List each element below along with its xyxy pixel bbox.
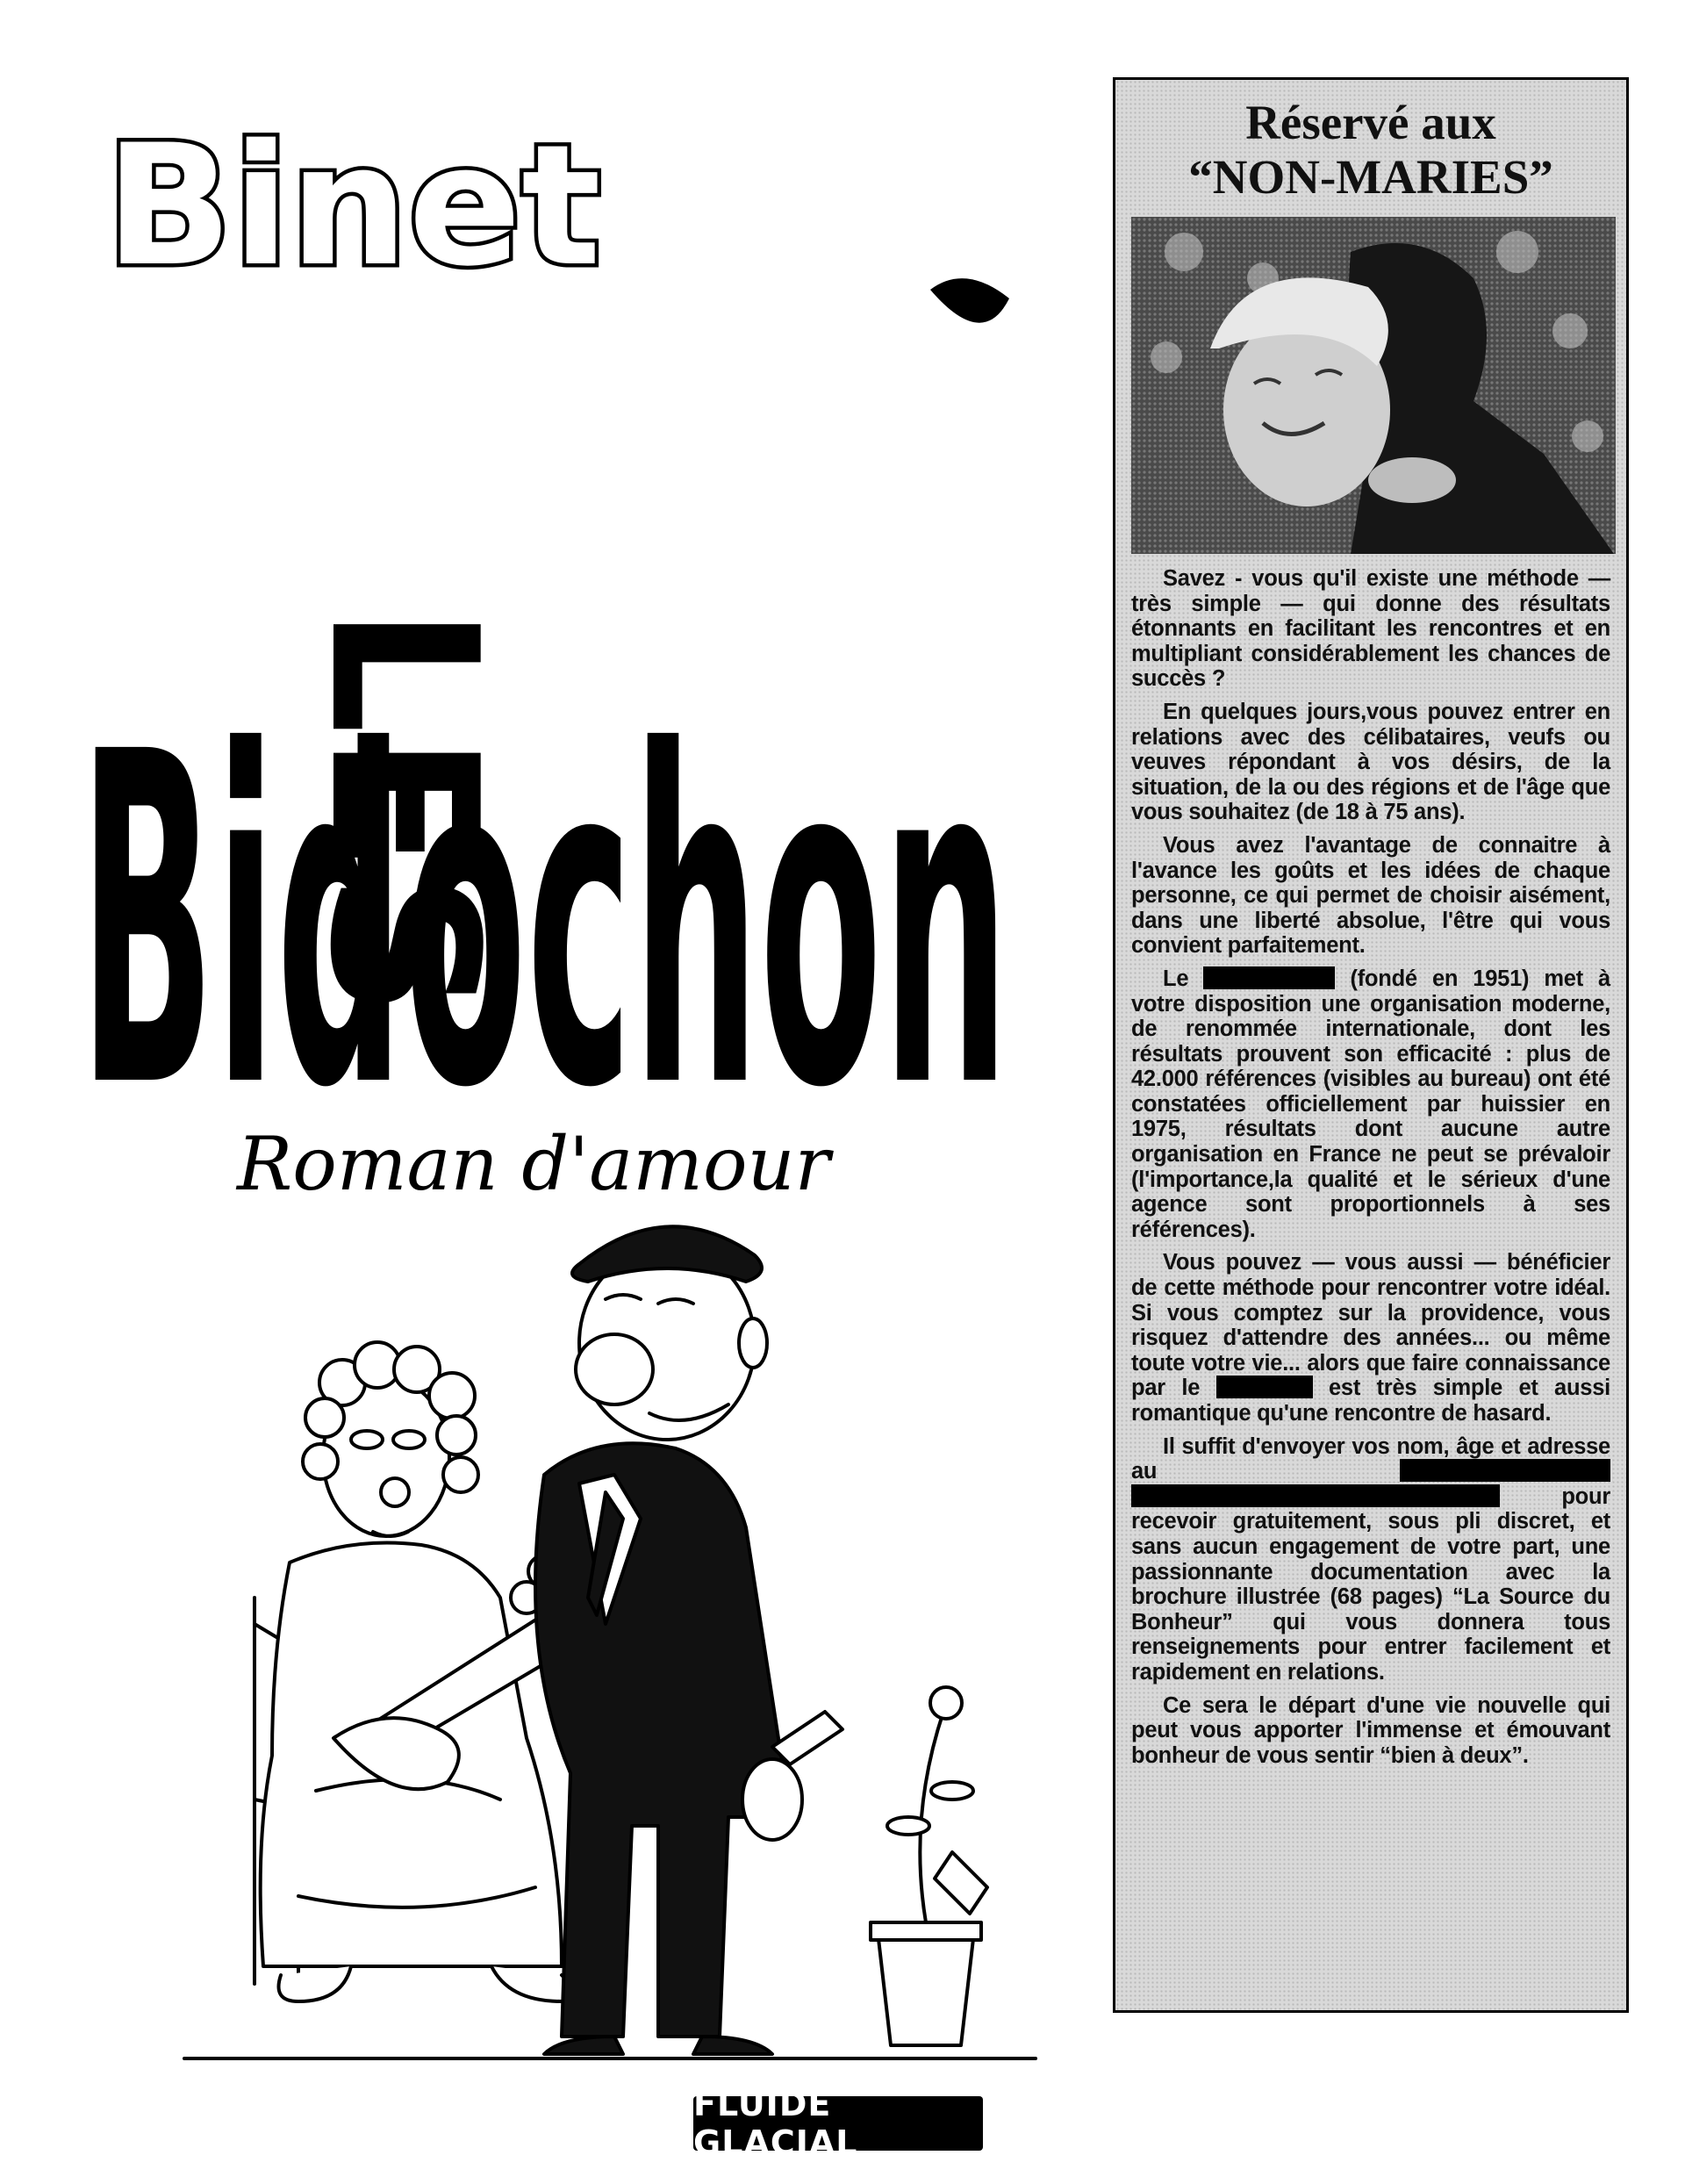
redacted-name	[1203, 966, 1335, 989]
advert-paragraph-6-lead: Il suffit d'envoyer vos nom, âge et adresse au	[1131, 1433, 1610, 1484]
title-accent-mark	[930, 278, 1009, 323]
couple-wedding-drawing	[184, 1226, 1036, 2058]
advert-paragraph-1: Savez - vous qu'il existe une méthode — très simple — qui donne des résultats étonnants en facilitant les rencontres et en multipliant considérablement les chances de succès ?	[1131, 566, 1610, 692]
advert-paragraph-7: Ce sera le départ d'une vie nouvelle qui peut vous apporter l'immense et émouvant bonheur de vous sentir “bien à deux”.	[1131, 1692, 1610, 1768]
advert-paragraph-5-lead: Vous pouvez — vous aussi — bénéficier de cette méthode pour rencontrer votre idéal. Si vous comptez sur la providence, vous risquez d'attendre des années... ou même toute votre vie... alors que faire connaissance par le	[1131, 1250, 1610, 1401]
advert-title	[1131, 96, 1610, 205]
advert-paragraph-4-lead: Le	[1163, 966, 1189, 991]
advert-title-line-2: “NON-MARIES”	[1188, 150, 1553, 204]
redacted-name	[1216, 1376, 1313, 1398]
subtitle: Roman d'amour	[237, 1121, 830, 1207]
author-name: Binet	[105, 109, 601, 303]
redacted-address	[1400, 1459, 1610, 1482]
advert-box	[1113, 77, 1629, 2013]
publisher-logo	[693, 2085, 983, 2162]
title-prefix: LES	[285, 606, 520, 1018]
advert-paragraph-4-rest: (fondé en 1951) met à votre disposition une organisation moderne, de renommée internationale, dont les résultats prouvent son efficacité : plus de 42.000 références (visibles au bureau) ont été constatées officiellement par huissier en 1975, résultats dont aucune autre organisation en France ne peut se prévaloir (l'importance,la qualité et le sérieux d'une agence sont proportionnels à ses références).	[1131, 966, 1610, 1242]
advert-paragraph-4	[1131, 966, 1610, 1243]
publisher-name: FLUIDE GLACIAL	[693, 2085, 858, 2162]
advert-paragraph-3: Vous avez l'avantage de connaitre à l'avance les goûts et les idées de chaque personne, ce qui permet de choisir aisément, dans une liberté absolue, l'être qui vous convient parfaitement.	[1131, 832, 1610, 959]
advert-paragraph-5	[1131, 1250, 1610, 1426]
couple-embracing-photo	[1131, 217, 1616, 554]
advert-paragraph-2: En quelques jours,vous pouvez entrer en relations avec des célibataires, veufs ou veuves répondant à vos désirs, de la situation, de la ou des régions et de l'âge que vous souhaitez (de 18 à 75 ans).	[1131, 699, 1610, 825]
advert-body	[1131, 566, 1610, 1768]
redacted-address	[1131, 1484, 1500, 1507]
advert-paragraph-5-rest: est très simple et aussi romantique qu'une rencontre de hasard.	[1131, 1376, 1610, 1426]
main-title: Bidochon	[79, 656, 1009, 1188]
advert-paragraph-6-rest: pour recevoir gratuitement, sous pli discret, et sans aucun engagement de votre part, une passionnante documentation avec la brochure illustrée (68 pages) “La Source du Bonheur” qui vous donnera tous renseignements pour entrer facilement et rapidement en relations.	[1131, 1484, 1610, 1685]
advert-paragraph-6	[1131, 1434, 1610, 1685]
advert-title-line-1: Réservé aux	[1245, 96, 1496, 149]
